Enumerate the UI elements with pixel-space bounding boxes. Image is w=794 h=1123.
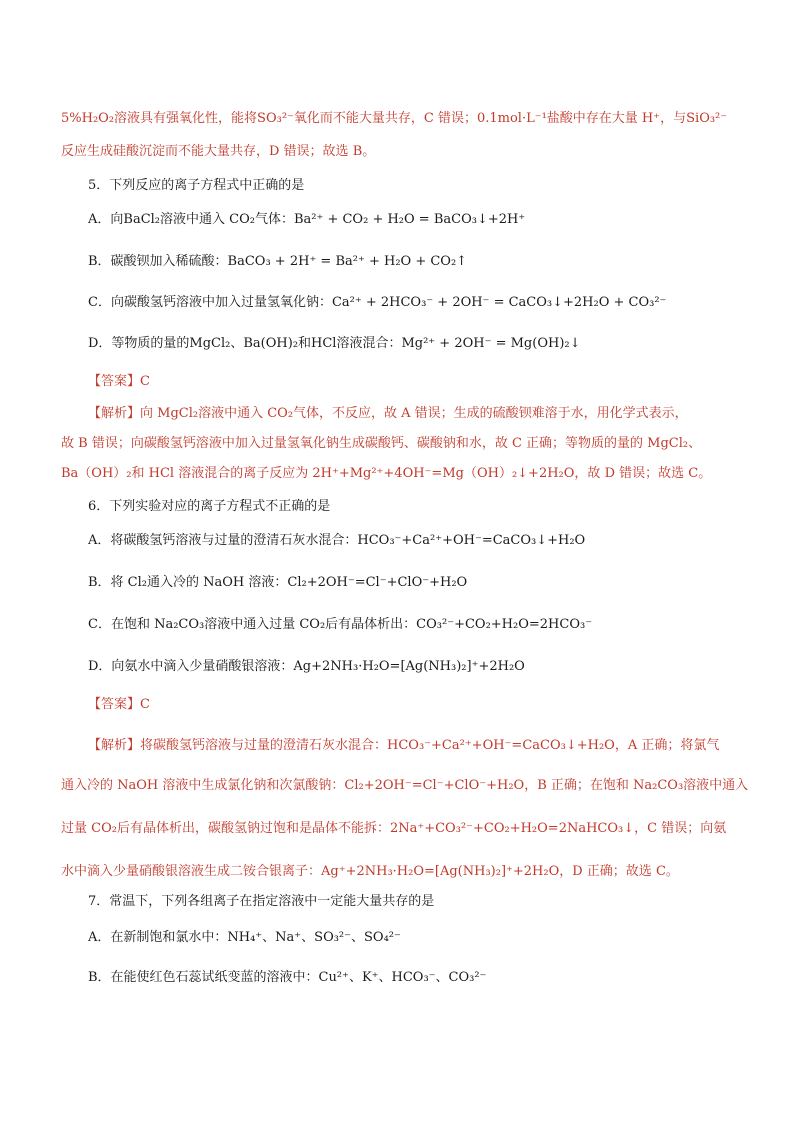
q6-option-c: C．在饱和 Na₂CO₃溶液中通入过量 CO₂后有晶体析出：CO₃²⁻+CO₂+H₂O=2HCO₃⁻	[88, 617, 593, 632]
prev-explanation-line-1: 5%H₂O₂溶液具有强氧化性，能将SO₃²⁻氧化而不能大量共存，C 错误；0.1mol·L⁻¹盐酸中存在大量 H⁺，与SiO₃²⁻	[61, 111, 728, 126]
q6-stem: 6．下列实验对应的离子方程式不正确的是	[88, 499, 331, 514]
q5-explanation-line-1: 【解析】向 MgCl₂溶液中通入 CO₂气体，不反应，故 A 错误；生成的硫酸钡难溶于水，用化学式表示，	[88, 406, 688, 421]
q6-explanation-line-3: 过量 CO₂后有晶体析出，碳酸氢钠过饱和是晶体不能拆：2Na⁺+CO₃²⁻+CO₂+H₂O=2NaHCO₃↓，C 错误；向氨	[61, 821, 727, 836]
q5-stem: 5．下列反应的离子方程式中正确的是	[88, 178, 305, 193]
q7-option-a: A．在新制饱和氯水中：NH₄⁺、Na⁺、SO₃²⁻、SO₄²⁻	[88, 930, 401, 945]
prev-explanation-line-2: 反应生成硅酸沉淀而不能大量共存，D 错误；故选 B。	[61, 144, 376, 159]
q5-option-b: B．碳酸钡加入稀硫酸：BaCO₃ + 2H⁺ = Ba²⁺ + H₂O + CO₂↑	[88, 254, 468, 269]
q5-explanation-line-3: Ba（OH）₂和 HCl 溶液混合的离子反应为 2H⁺+Mg²⁺+4OH⁻=Mg（OH）₂↓+2H₂O，故 D 错误；故选 C。	[61, 466, 712, 481]
q7-option-b: B．在能使红色石蕊试纸变蓝的溶液中：Cu²⁺、K⁺、HCO₃⁻、CO₃²⁻	[88, 970, 487, 985]
q5-answer: 【答案】C	[88, 374, 150, 389]
q5-option-d: D．等物质的量的MgCl₂、Ba(OH)₂和HCl溶液混合：Mg²⁺ + 2OH⁻ = Mg(OH)₂↓	[88, 336, 581, 351]
q6-explanation-line-4: 水中滴入少量硝酸银溶液生成二铵合银离子：Ag⁺+2NH₃·H₂O=[Ag(NH₃)₂]⁺+2H₂O，D 正确；故选 C。	[61, 864, 679, 879]
q5-explanation-line-2: 故 B 错误；向碳酸氢钙溶液中加入过量氢氧化钠生成碳酸钙、碳酸钠和水，故 C 正确；等物质的量的 MgCl₂、	[61, 436, 702, 451]
q5-option-a: A．向BaCl₂溶液中通入 CO₂气体：Ba²⁺ + CO₂ + H₂O = BaCO₃↓+2H⁺	[88, 212, 526, 227]
q6-explanation-line-2: 通入冷的 NaOH 溶液中生成氯化钠和次氯酸钠：Cl₂+2OH⁻=Cl⁻+ClO⁻+H₂O，B 正确；在饱和 Na₂CO₃溶液中通入	[61, 778, 749, 793]
q6-option-a: A．将碳酸氢钙溶液与过量的澄清石灰水混合：HCO₃⁻+Ca²⁺+OH⁻=CaCO₃↓+H₂O	[88, 533, 586, 548]
q5-option-c: C．向碳酸氢钙溶液中加入过量氢氧化钠：Ca²⁺ + 2HCO₃⁻ + 2OH⁻ = CaCO₃↓+2H₂O + CO₃²⁻	[88, 295, 667, 310]
q6-answer: 【答案】C	[88, 697, 150, 712]
q6-option-d: D．向氨水中滴入少量硝酸银溶液：Ag+2NH₃·H₂O=[Ag(NH₃)₂]⁺+2H₂O	[88, 659, 525, 674]
q6-explanation-line-1: 【解析】将碳酸氢钙溶液与过量的澄清石灰水混合：HCO₃⁻+Ca²⁺+OH⁻=CaCO₃↓+H₂O，A 正确；将氯气	[88, 738, 720, 753]
q6-option-b: B．将 Cl₂通入冷的 NaOH 溶液：Cl₂+2OH⁻=Cl⁻+ClO⁻+H₂O	[88, 575, 468, 590]
q7-stem: 7．常温下，下列各组离子在指定溶液中一定能大量共存的是	[88, 894, 435, 909]
